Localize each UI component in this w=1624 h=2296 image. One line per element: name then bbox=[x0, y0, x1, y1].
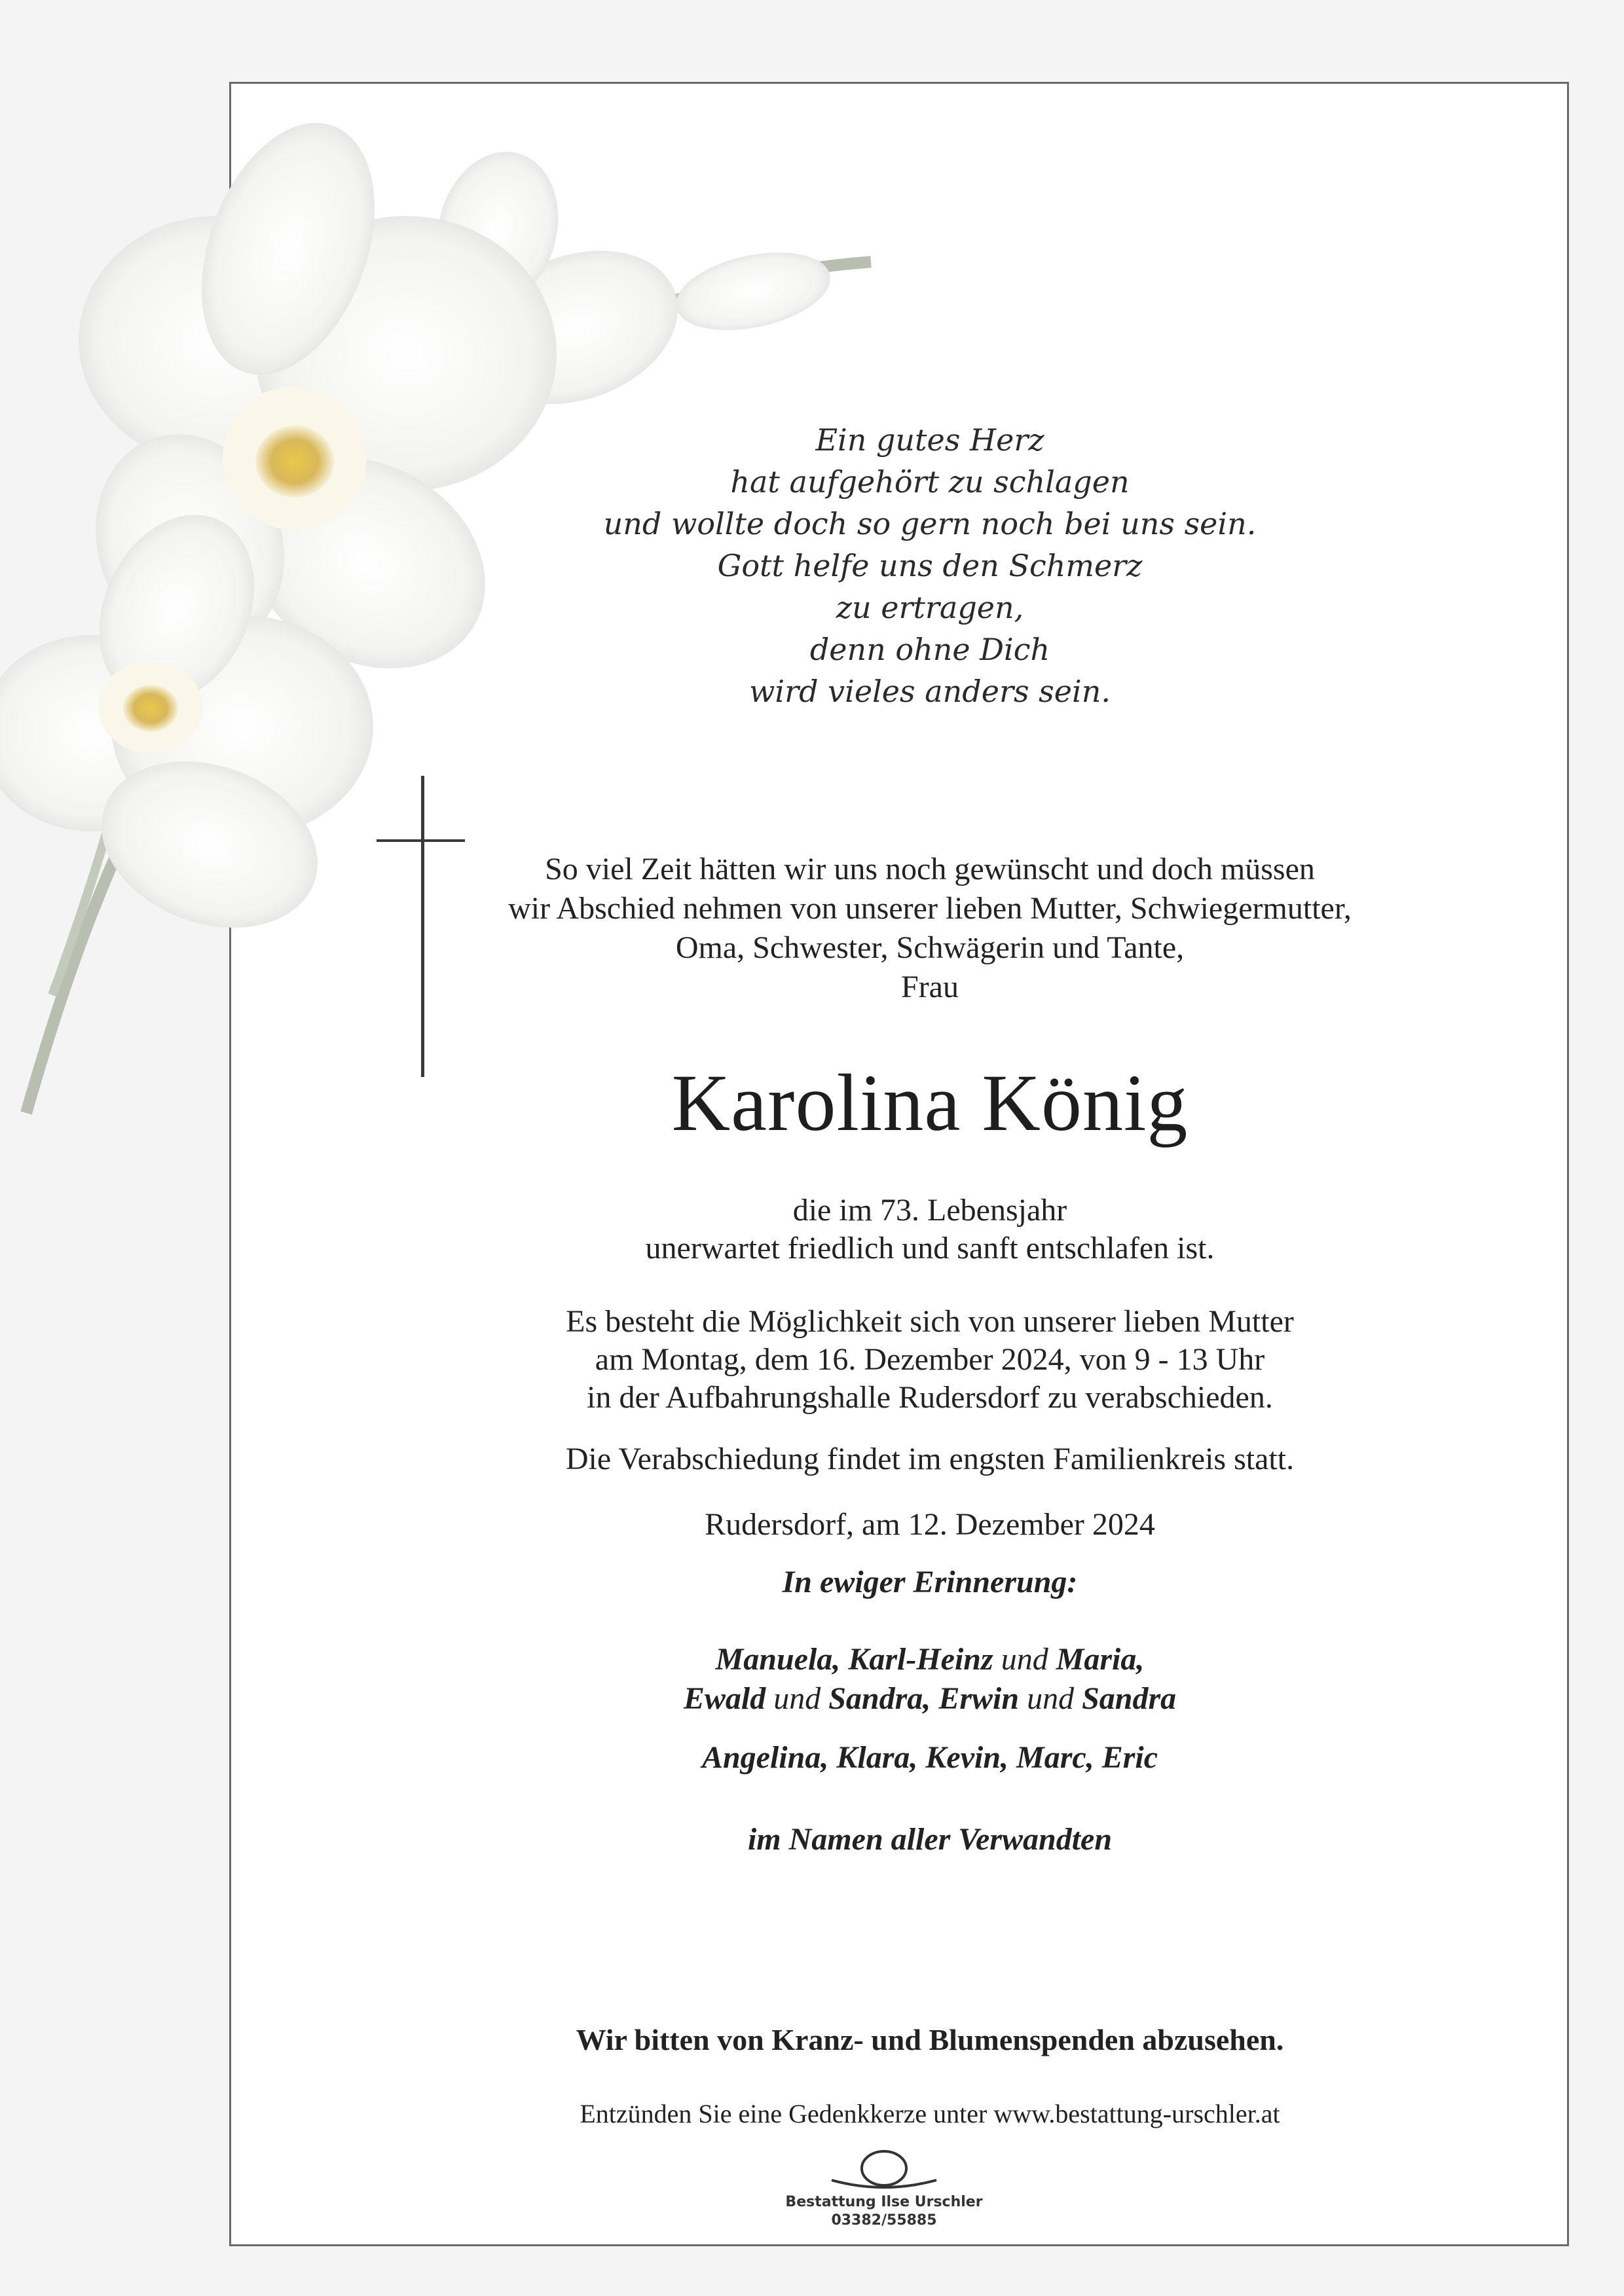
intro-text bbox=[275, 850, 1585, 1007]
deceased-name: Karolina König bbox=[671, 1058, 1189, 1148]
company-name: Bestattung Ilse Urschler bbox=[785, 2194, 983, 2210]
mourners-list bbox=[275, 1640, 1585, 1719]
poem-line: denn ohne Dich bbox=[809, 632, 1050, 667]
grandchildren-list: Angelina, Klara, Kevin, Marc, Eric bbox=[701, 1740, 1158, 1775]
farewell-text: Die Verabschiedung findet im engsten Familienkreis statt. bbox=[565, 1442, 1295, 1476]
company-phone: 03382/55885 bbox=[831, 2212, 937, 2229]
mourner-name: Manuela, bbox=[715, 1642, 841, 1677]
age-text bbox=[275, 1192, 1585, 1267]
donation-request: Wir bitten von Kranz- und Blumenspenden abzusehen. bbox=[576, 2023, 1284, 2056]
intro-line: Oma, Schwester, Schwägerin und Tante, bbox=[675, 930, 1185, 965]
poem bbox=[589, 419, 1270, 712]
poem-line: und wollte doch so gern noch bei uns sein. bbox=[603, 506, 1257, 541]
poem-line: hat aufgehört zu schlagen bbox=[730, 464, 1130, 500]
poem-line: Gott helfe uns den Schmerz bbox=[717, 548, 1143, 583]
relatives-text: im Namen aller Verwandten bbox=[747, 1822, 1113, 1857]
memory-heading: In ewiger Erinnerung: bbox=[782, 1565, 1078, 1599]
funeral-home-logo bbox=[773, 2147, 995, 2239]
candle-notice: Entzünden Sie eine Gedenkkerze unter www.bestattung-urschler.at bbox=[580, 2099, 1280, 2128]
age-line: unerwartet friedlich und sanft entschlafen ist. bbox=[645, 1231, 1215, 1266]
viewing-line: in der Aufbahrungshalle Rudersdorf zu verabschieden. bbox=[587, 1380, 1273, 1415]
poem-line: zu ertragen, bbox=[836, 590, 1024, 625]
intro-line: So viel Zeit hätten wir uns noch gewünscht und doch müssen bbox=[545, 852, 1315, 886]
mourner-name: Sandra bbox=[1082, 1681, 1177, 1716]
mourner-name: Ewald bbox=[683, 1681, 766, 1716]
viewing-line: am Montag, dem 16. Dezember 2024, von 9 - 13 Uhr bbox=[595, 1342, 1265, 1377]
intro-line: wir Abschied nehmen von unserer lieben Mutter, Schwiegermutter, bbox=[508, 891, 1352, 926]
mourner-name: Maria, bbox=[1056, 1642, 1145, 1677]
conjunction: und bbox=[773, 1681, 821, 1716]
mourner-name: Erwin bbox=[938, 1681, 1020, 1716]
viewing-text bbox=[275, 1303, 1585, 1417]
viewing-line: Es besteht die Möglichkeit sich von unserer lieben Mutter bbox=[566, 1304, 1294, 1339]
age-line: die im 73. Lebensjahr bbox=[792, 1193, 1067, 1228]
place-date: Rudersdorf, am 12. Dezember 2024 bbox=[705, 1507, 1155, 1542]
conjunction: und bbox=[1001, 1642, 1048, 1677]
mourner-name: Karl-Heinz bbox=[848, 1642, 993, 1677]
poem-line: wird vieles anders sein. bbox=[749, 674, 1111, 709]
poem-line: Ein gutes Herz bbox=[815, 422, 1044, 458]
conjunction: und bbox=[1027, 1681, 1075, 1716]
logo-arc-icon bbox=[819, 2147, 950, 2193]
intro-line: Frau bbox=[901, 970, 959, 1004]
mourner-name: Sandra, bbox=[828, 1681, 931, 1716]
